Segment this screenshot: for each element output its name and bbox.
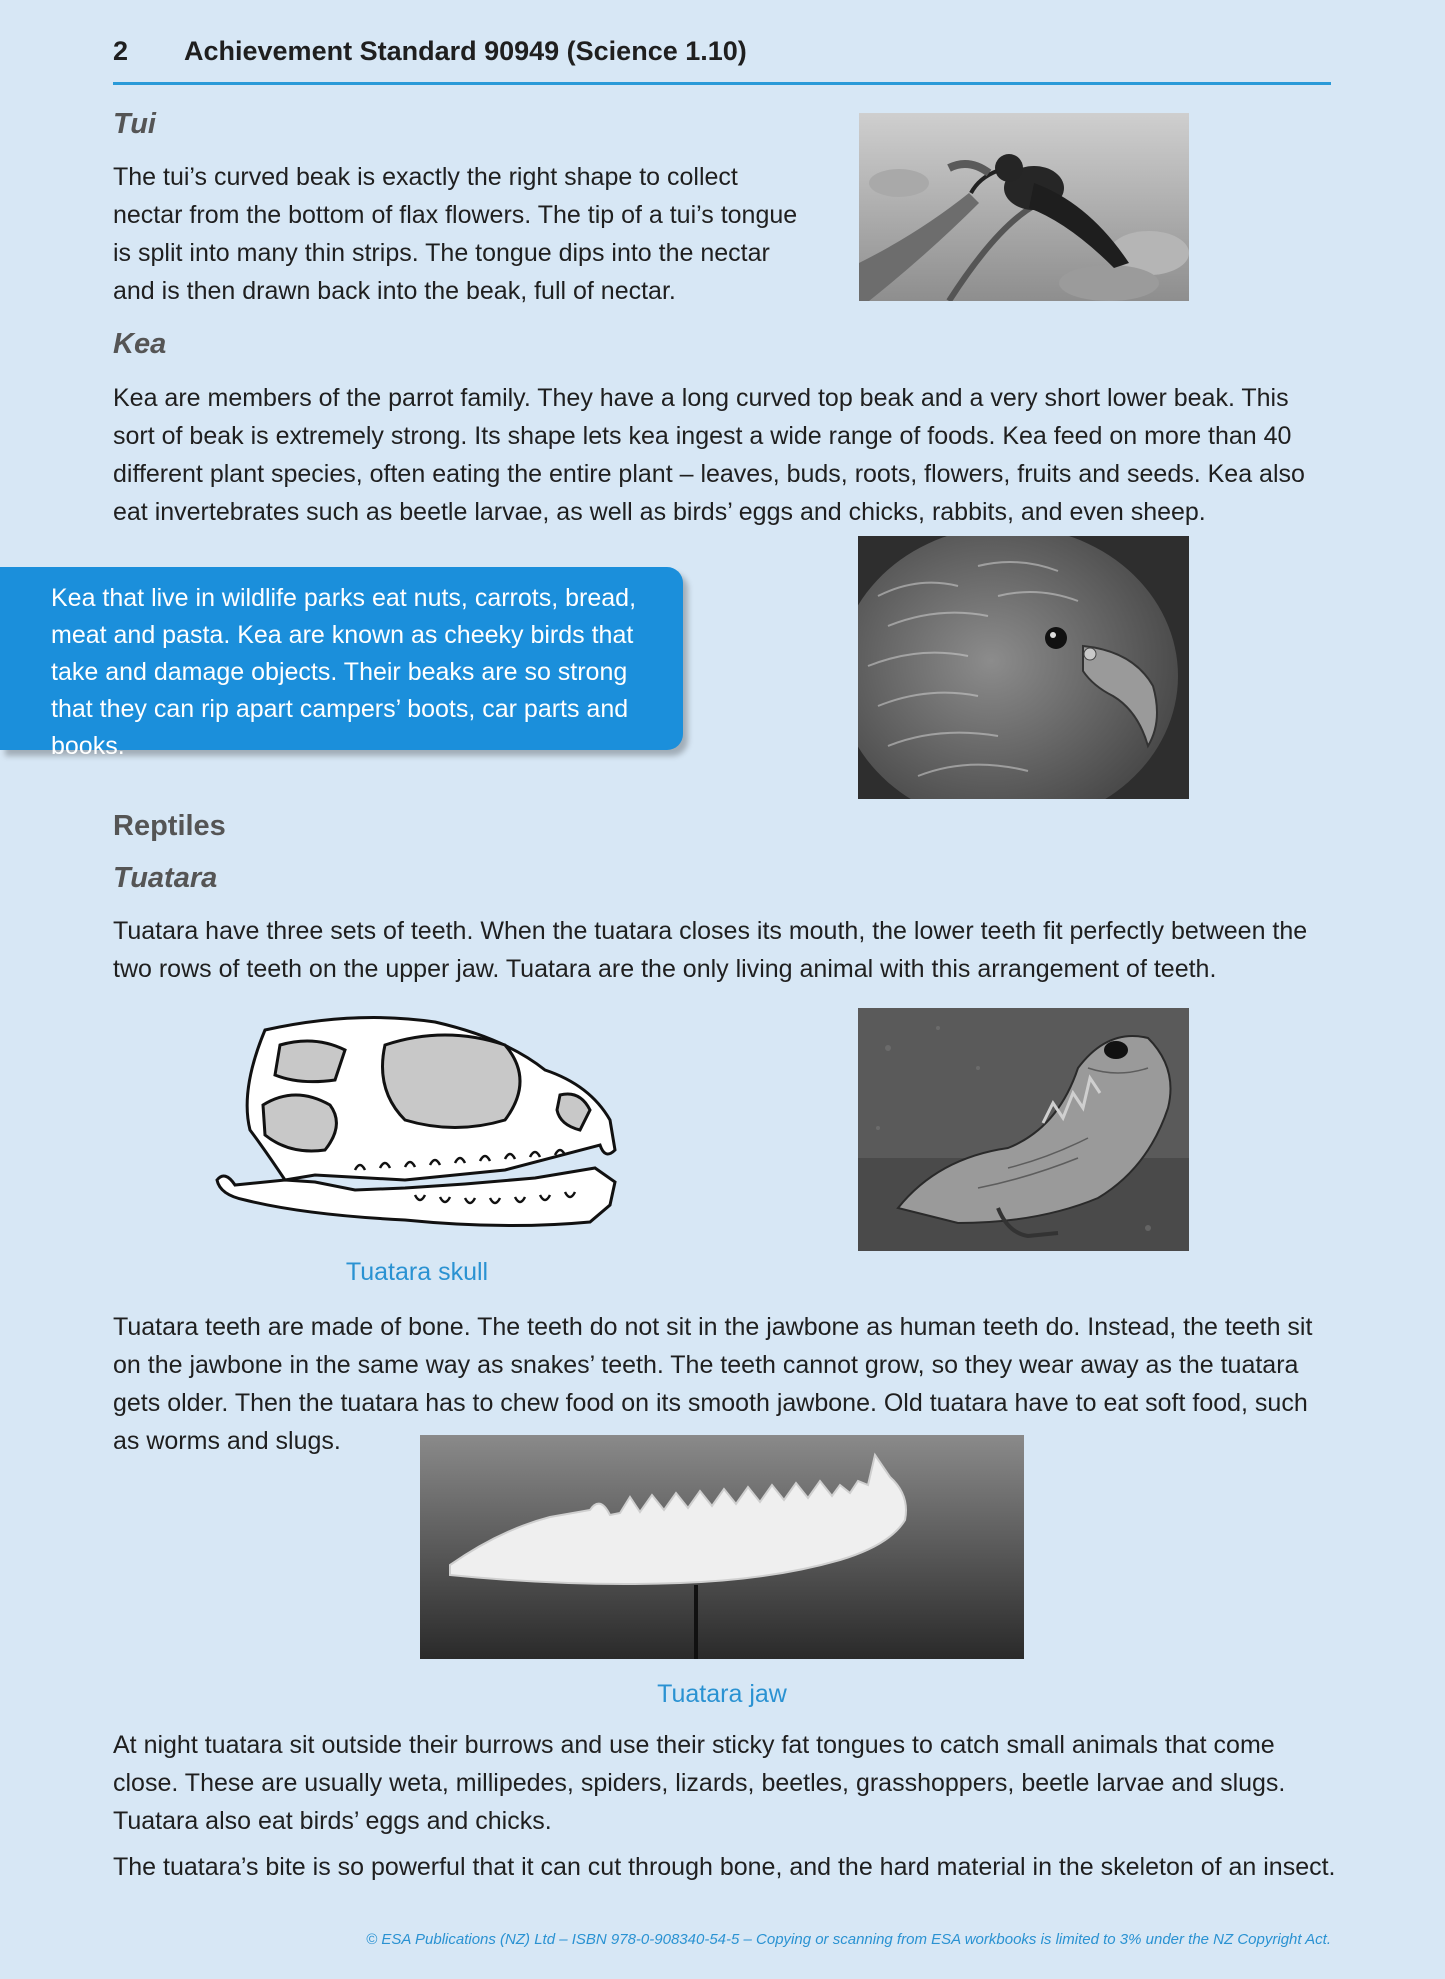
tuatara-skull-diagram — [205, 1010, 630, 1245]
kea-heading: Kea — [113, 328, 167, 360]
page-number: 2 — [113, 36, 129, 66]
kea-paragraph: Kea are members of the parrot family. They have a long curved top beak and a very short lower beak. This sort of beak is extremely strong. Its shape lets kea ingest a wide range of foods. Kea feed on more than 40 different plant species, often eating the entire plant – leaves, buds, roots, flowers, fruits and seeds. Kea also eat invertebrates such as beetle larvae, as well as birds’ eggs and chicks, rabbits, and even sheep. — [113, 384, 1305, 526]
tuatara-jaw-caption: Tuatara jaw — [657, 1680, 787, 1708]
reptiles-heading: Reptiles — [113, 810, 226, 842]
copyright-footer: © ESA Publications (NZ) Ltd – ISBN 978-0-908340-54-5 – Copying or scanning from ESA workbooks is limited to 3% under the NZ Copyright Act. — [366, 1931, 1331, 1948]
tui-photo — [859, 113, 1189, 301]
tuatara-jaw-photo — [420, 1435, 1024, 1659]
tui-heading: Tui — [113, 108, 156, 140]
tuatara-skull-caption: Tuatara skull — [345, 1258, 489, 1286]
tuatara-photo — [858, 1008, 1189, 1251]
header-title: Achievement Standard 90949 (Science 1.10) — [184, 36, 747, 66]
kea-callout-box — [0, 567, 683, 760]
kea-callout-text: Kea that live in wildlife parks eat nuts, carrots, bread, meat and pasta. Kea are known as cheeky birds that take and damage objects. Their beaks are so strong that they can rip apart campers’ boots, car parts and books. — [51, 584, 637, 760]
tuatara-paragraph-2: Tuatara teeth are made of bone. The teeth do not sit in the jawbone as human teeth do. Instead, the teeth sit on the jawbone in the same way as snakes’ teeth. The teeth cannot grow, so they wear away as the tuatara gets older. Then the tuatara has to chew food on its smooth jawbone. Old tuatara have to eat soft food, such as worms and slugs. — [113, 1313, 1313, 1455]
tuatara-heading: Tuatara — [113, 862, 218, 894]
tui-paragraph: The tui’s curved beak is exactly the right shape to collect nectar from the bottom of flax flowers. The tip of a tui’s tongue is split into many thin strips. The tongue dips into the nectar and is then drawn back into the beak, full of nectar. — [113, 163, 798, 305]
page-header — [113, 30, 1331, 85]
tuatara-paragraph-1: Tuatara have three sets of teeth. When the tuatara closes its mouth, the lower teeth fit perfectly between the two rows of teeth on the upper jaw. Tuatara are the only living animal with this arrangement of teeth. — [113, 917, 1308, 983]
tuatara-paragraph-3: At night tuatara sit outside their burrows and use their sticky fat tongues to catch small animals that come close. These are usually weta, millipedes, spiders, lizards, beetles, grasshoppers, beetle larvae and slugs. Tuatara also eat birds’ eggs and chicks. — [113, 1731, 1286, 1835]
tuatara-paragraph-4: The tuatara’s bite is so powerful that it can cut through bone, and the hard material in the skeleton of an insect. — [113, 1853, 1336, 1881]
kea-photo — [858, 536, 1189, 799]
